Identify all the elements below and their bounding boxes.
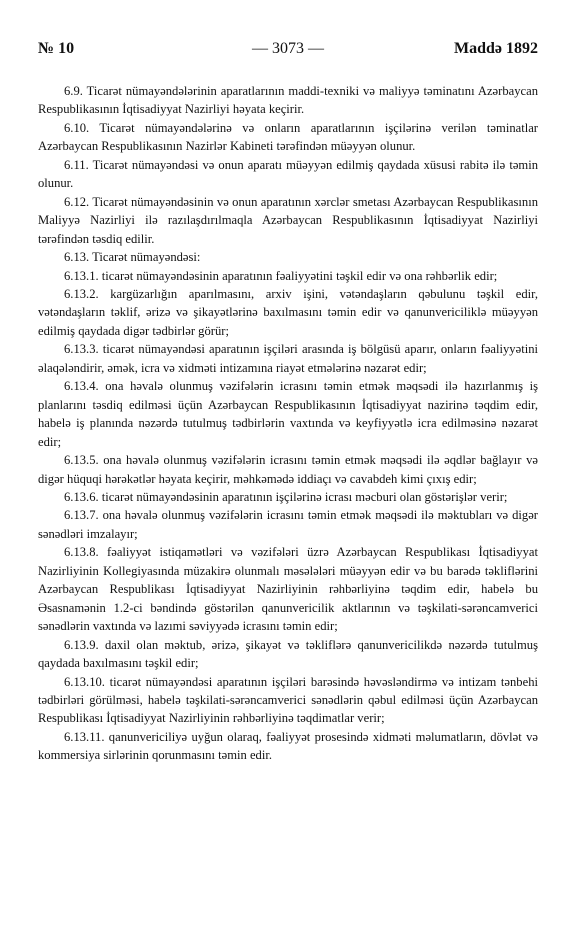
page-header — [38, 40, 538, 62]
paragraph-6-13-1: 6.13.1. ticarət nümayəndəsinin aparatının fəaliyyətini təşkil edir və ona rəhbərlik edir; — [64, 268, 498, 283]
paragraph-6-11: 6.11. Ticarət nümayəndəsi və onun aparatı müəyyən edilmiş qaydada xüsusi rabitə ilə təmin olunur. — [38, 157, 538, 191]
paragraph-6-13-5: 6.13.5. ona həvalə olunmuş vəzifələrin icrasını təmin etmək məqsədi ilə əqdlər bağlayır və digər hüquqi hərəkətlər həyata keçirir, məhkəmədə iddiaçı və cavabdeh kimi çıxış edir; — [38, 453, 538, 486]
document-body — [38, 82, 538, 765]
paragraph-6-13-10: 6.13.10. ticarət nümayəndəsi aparatının işçiləri barəsində həvəsləndirmə və intizam tənbehi tədbirləri görülməsi, habelə təşkilati-sərəncamverici sənədlərin qəbul edilməsi üçün Azərbaycan Respublikası İqtisadiyyat Nazirliyinin rəhbərliyinə təqdimatlar verir; — [38, 674, 538, 726]
paragraph-6-9: 6.9. Ticarət nümayəndələrinin aparatlarının maddi-texniki və maliyyə təminatını Azərbaycan Respublikasının İqtisadiyyat Nazirliyi həyata keçirir. — [38, 84, 538, 117]
paragraph-6-13: 6.13. Ticarət nümayəndəsi: — [64, 250, 201, 265]
paragraph-6-13-11: 6.13.11. qanunvericiliyə uyğun olaraq, fəaliyyət prosesində xidməti məlumatların, dövlət və kommersiya sirlərinin qorunmasını təmin edir. — [38, 729, 538, 763]
article-number: Maddə 1892 — [454, 40, 538, 57]
paragraph-6-13-2: 6.13.2. kargüzarlığın aparılmasını, arxiv işini, vətəndaşların qəbulunu təşkil edir, vətəndaşların təklif, ərizə və şikayətlərinə baxılmasını təmin edir və qanunvericiliklə müəyyən edilmiş qaydada digər tədbirlər görür; — [38, 286, 538, 338]
paragraph-6-12: 6.12. Ticarət nümayəndəsinin və onun aparatının xərclər smetası Azərbaycan Respublikasının Maliyyə Nazirliyi ilə razılaşdırılmaqla Azərbaycan Respublikasının İqtisadiyyat Nazirliyi tərəfindən təsdiq edilir. — [38, 194, 538, 246]
paragraph-6-13-3: 6.13.3. ticarət nümayəndəsi aparatının işçiləri arasında iş bölgüsü aparır, onların fəaliyyətini əlaqələndirir, əmək, icra və xidməti intizamına riayət etmələrinə nəzarət edir; — [38, 342, 538, 375]
issue-number: № 10 — [38, 40, 75, 57]
paragraph-6-13-8: 6.13.8. fəaliyyət istiqamətləri və vəzifələri üzrə Azərbaycan Respublikası İqtisadiyyat Nazirliyinin Kollegiyasında müzakirə olunmalı məsələləri müəyyən edir və bu barədə təkliflərini Azərbaycan Respublikası İqtisadiyyat Nazirliyinin rəhbərliyinə təqdim edir, habelə bu Əsasnamənin 1.2-ci bəndində göstərilən qanunvericilik aktlarının və təşkilati-sərəncamverici sənədlərin vaxtında və lazımi səviyyədə icrasını təmin edir; — [38, 545, 538, 634]
page-number: — 3073 — — [252, 40, 324, 57]
paragraph-6-13-9: 6.13.9. daxil olan məktub, ərizə, şikayət və təkliflərə qanunvericilikdə nəzərdə tutulmuş qaydada baxılmasını təşkil edir; — [38, 637, 538, 671]
paragraph-6-10: 6.10. Ticarət nümayəndələrinə və onların aparatlarının işçilərinə verilən təminatlar Azərbaycan Respublikasının Nazirlər Kabineti tərəfindən müəyyən olunur. — [38, 120, 538, 154]
paragraph-6-13-4: 6.13.4. ona həvalə olunmuş vəzifələrin icrasını təmin etmək məqsədi ilə hazırlanmış iş planlarını təsdiq edilməsi üçün Azərbaycan Respublikasının İqtisadiyyat nazirinə təqdim edir, habelə iş planında nəzərdə tutulmuş tədbirlərin vaxtında və keyfiyyətlə icra edilməsinə nəzarət edir; — [38, 379, 538, 449]
paragraph-6-13-7: 6.13.7. ona həvalə olunmuş vəzifələrin icrasını təmin etmək məqsədi ilə məktubları və digər sənədləri imzalayır; — [38, 508, 538, 541]
paragraph-6-13-6: 6.13.6. ticarət nümayəndəsinin aparatının işçilərinə icrası məcburi olan göstərişlər verir; — [64, 489, 508, 504]
